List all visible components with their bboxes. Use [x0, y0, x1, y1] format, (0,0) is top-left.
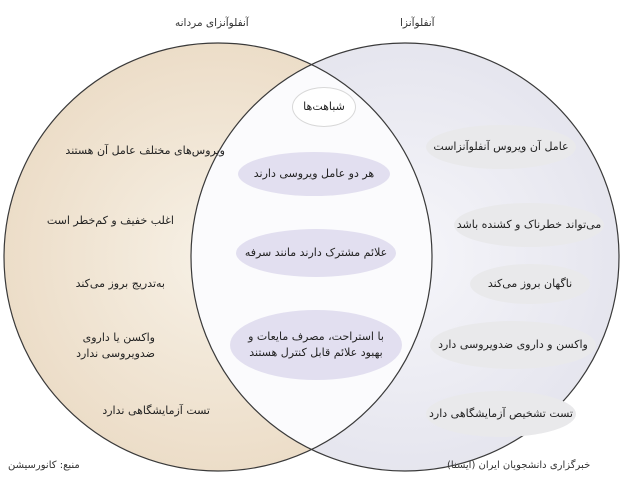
- left-circle-title: آنفلوآنزای مردانه: [175, 17, 249, 29]
- right-item: واکسن و داروی ضدویروسی دارد: [430, 321, 596, 369]
- right-item: تست تشخیص آزمایشگاهی دارد: [426, 391, 576, 437]
- agency-credit: خبرگزاری دانشجویان ایران (ایسنا): [447, 460, 591, 471]
- left-item: واکسن یا داروی ضدویروسی ندارد: [76, 331, 155, 360]
- similarity-item: با استراحت، مصرف مایعات و بهبود علائم قابل کنترل هستند: [230, 310, 402, 380]
- right-item: عامل آن ویروس آنفلوآنزاست: [426, 125, 576, 169]
- similarities-header: شباهت‌ها: [292, 87, 356, 127]
- left-item: تست آزمایشگاهی ندارد: [102, 404, 210, 417]
- left-item: به‌تدریج بروز می‌کند: [75, 277, 165, 290]
- source-credit: منبع: کانورسیشن: [8, 460, 80, 471]
- left-item: اغلب خفیف و کم‌خطر است: [46, 214, 174, 227]
- left-item: ویروس‌های مختلف عامل آن هستند: [65, 144, 225, 157]
- right-circle-title: آنفلوآنزا: [400, 17, 435, 29]
- right-item: ناگهان بروز می‌کند: [470, 264, 590, 304]
- similarity-item: علائم مشترک دارند مانند سرفه: [236, 229, 396, 277]
- similarity-item: هر دو عامل ویروسی دارند: [238, 152, 390, 196]
- right-item: می‌تواند خطرناک و کشنده باشد: [454, 203, 604, 247]
